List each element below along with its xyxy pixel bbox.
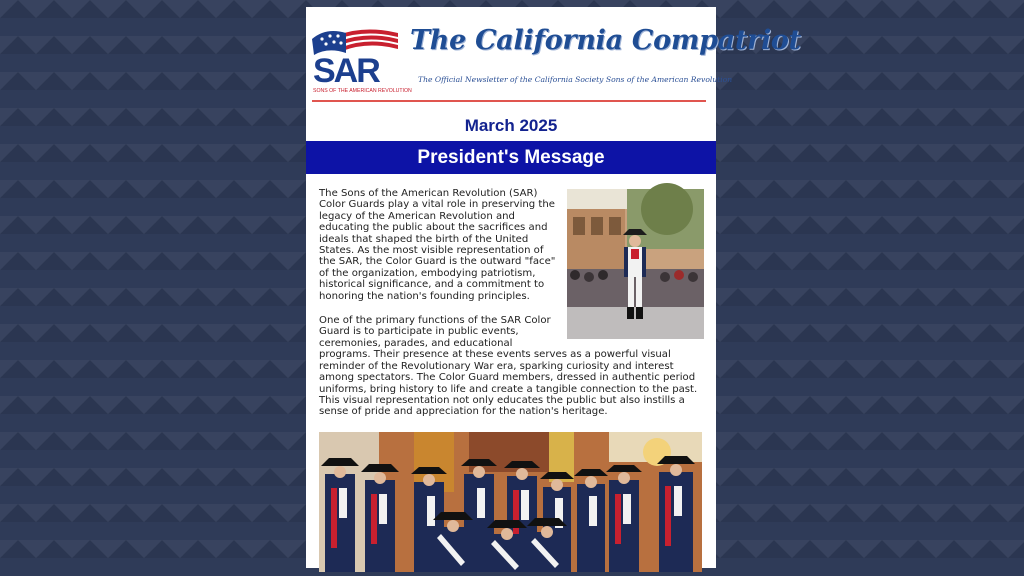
sar-logo-graphic <box>310 25 412 95</box>
article-paragraph: The Sons of the American Revolution (SAR) Color Guards play a vital role in preserving the legacy of the American Revolution and educating the public about the sacrifices and ideals that shaped the birth of the United States. As the most visible representation of the SAR, the Color Guard is the outward "face" of the organization, embodying patriotism, historical significance, and a commitment to honoring the nation's founding principles. <box>319 188 556 302</box>
masthead <box>306 7 801 103</box>
color-guard-group-photo <box>319 432 702 572</box>
logo-letters: SAR <box>313 52 379 90</box>
color-guard-member-photo <box>567 189 704 339</box>
issue-date: March 2025 <box>464 116 558 135</box>
sar-logo <box>310 25 412 95</box>
logo-subtext: SONS OF THE AMERICAN REVOLUTION <box>313 88 412 94</box>
masthead-divider <box>312 100 706 102</box>
section-heading: President's Message <box>306 141 716 174</box>
newsletter-title: The California Compatriot <box>410 25 801 56</box>
newsletter-subtitle: The Official Newsletter of the California Society Sons of the American Revolution <box>418 75 733 84</box>
president-message-article <box>319 188 704 431</box>
article-paragraph: One of the primary functions of the SAR Color Guard is to participate in public events, ceremonies, parades, and educational programs. Their presence at these events serves as a powerful visual reminder of the Revolutionary War era, sparking curiosity and interest among spectators. The Color Guard members, dressed in authentic period uniforms, bring history to life and create a tangible connection to the past. This visual representation not only educates the public but also instills a sense of pride and appreciation for the nation's heritage. <box>319 315 698 418</box>
newsletter-page <box>306 7 801 568</box>
